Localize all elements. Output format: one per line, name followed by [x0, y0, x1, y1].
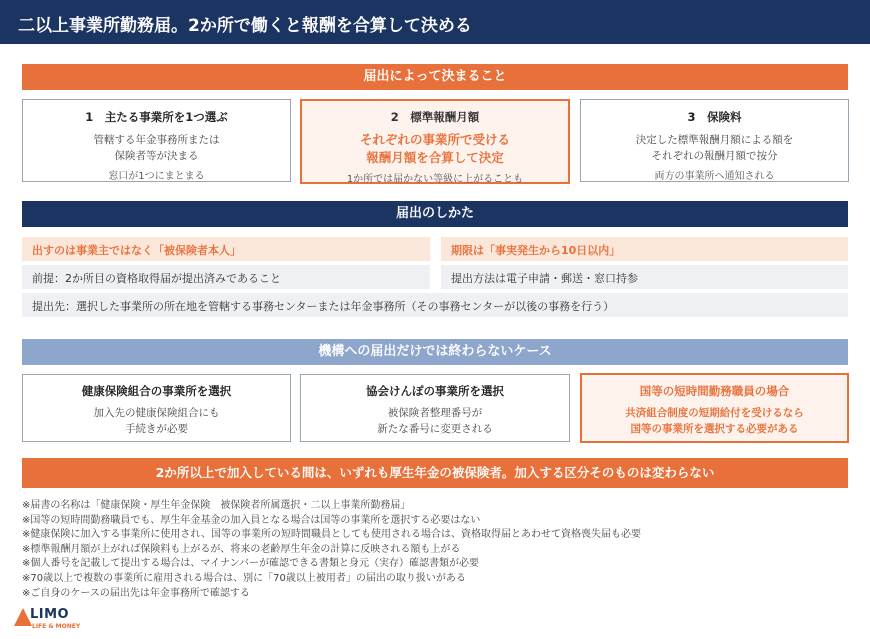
logo-name: LIMO — [30, 607, 70, 622]
decision-box-standard-remuneration — [300, 99, 570, 184]
decision-box-line: 管轄する年金事務所または — [93, 134, 220, 146]
footnote: ※標準報酬月額が上がれば保険料も上がるが、将来の老齢厚生年金の計算に反映される額も上がる — [22, 543, 461, 555]
decision-box-line: 報酬月額を合算して決定 — [366, 150, 504, 165]
premise-row: 前提：2か所目の資格取得届が提出済みであること — [22, 265, 430, 289]
case-box-national-short-time — [580, 373, 849, 443]
case-box-kyokai-kenpo — [300, 374, 570, 442]
footnote: ※ご自身のケースの届出先は年金事務所で確認する — [22, 587, 250, 599]
footnote: ※届書の名称は「健康保険・厚生年金保険 被保険者所属選択・二以上事業所勤務届」 — [22, 500, 411, 511]
decision-box-sub: 窓口が1つにまとまる — [108, 171, 205, 182]
section3-header: 機構への届出だけでは終わらないケース — [22, 339, 848, 365]
page-title: 二以上事業所勤務届。2か所で働くと報酬を合算して決める — [0, 0, 870, 44]
decision-box-sub: 両方の事業所へ通知される — [654, 171, 775, 182]
decision-box-title: 2 標準報酬月額 — [390, 110, 480, 124]
decision-box-main-office — [22, 99, 291, 182]
case-box-title: 国等の短時間勤務職員の場合 — [639, 384, 790, 398]
case-box-title: 協会けんぽの事業所を選択 — [366, 384, 504, 398]
case-box-line: 手続きが必要 — [125, 423, 188, 435]
section2-header: 届出のしかた — [22, 201, 848, 227]
decision-box-premium — [580, 99, 849, 182]
limo-logo — [14, 606, 114, 632]
case-box-line: 被保険者整理番号が — [387, 407, 483, 419]
footnote: ※国等の短時間勤務職員でも、厚生年金基金の加入員となる場合は国等の事業所を選択する必要はない — [22, 514, 481, 526]
decision-box-sub: 1か所では届かない等級に上がることも — [346, 174, 524, 185]
case-box-line: 国等の事業所を選択する必要がある — [630, 423, 799, 435]
decision-box-line: それぞれの事業所で受ける — [359, 132, 510, 147]
footnotes — [22, 499, 852, 601]
method-row: 提出方法は電子申請・郵送・窓口持参 — [441, 265, 848, 289]
case-box-line: 加入先の健康保険組合にも — [93, 407, 220, 419]
section1-header: 届出によって決まること — [22, 64, 848, 90]
case-box-line: 新たな番号に変更される — [377, 423, 493, 435]
summary-banner: 2か所以上で加入している間は、いずれも厚生年金の被保険者。加入する区分そのものは変わらない — [22, 458, 848, 488]
decision-box-title: 1 主たる事業所を1つ選ぶ — [85, 110, 228, 124]
case-box-line: 共済組合制度の短期給付を受けるなら — [625, 407, 804, 419]
footnote: ※健康保険に加入する事業所に使用され、国等の事業所の短時間職員としても使用される場合は、資格取得届とあわせて資格喪失届も必要 — [22, 529, 641, 541]
filer-row: 出すのは事業主ではなく「被保険者本人」 — [22, 237, 430, 261]
decision-box-title: 3 保険料 — [687, 110, 742, 124]
deadline-row: 期限は「事実発生から10日以内」 — [441, 237, 848, 261]
footnote: ※個人番号を記載して提出する場合は、マイナンバーが確認できる書類と身元（実存）確認書類が必要 — [22, 558, 479, 570]
case-box-title: 健康保険組合の事業所を選択 — [81, 384, 232, 398]
decision-box-line: 決定した標準報酬月額による額を — [635, 134, 794, 146]
decision-box-line: 保険者等が決まる — [114, 150, 199, 162]
footnote: ※70歳以上で複数の事業所に雇用される場合は、別に「70歳以上被用者」の届出の取り扱いがある — [22, 572, 466, 584]
logo-tagline: LIFE & MONEY — [32, 623, 81, 630]
case-box-health-insurance-union — [22, 374, 291, 442]
decision-box-line: それぞれの報酬月額で按分 — [651, 150, 778, 162]
destination-row: 提出先：選択した事業所の所在地を管轄する事務センターまたは年金事務所（その事務センターが以後の事務を行う） — [22, 293, 848, 317]
